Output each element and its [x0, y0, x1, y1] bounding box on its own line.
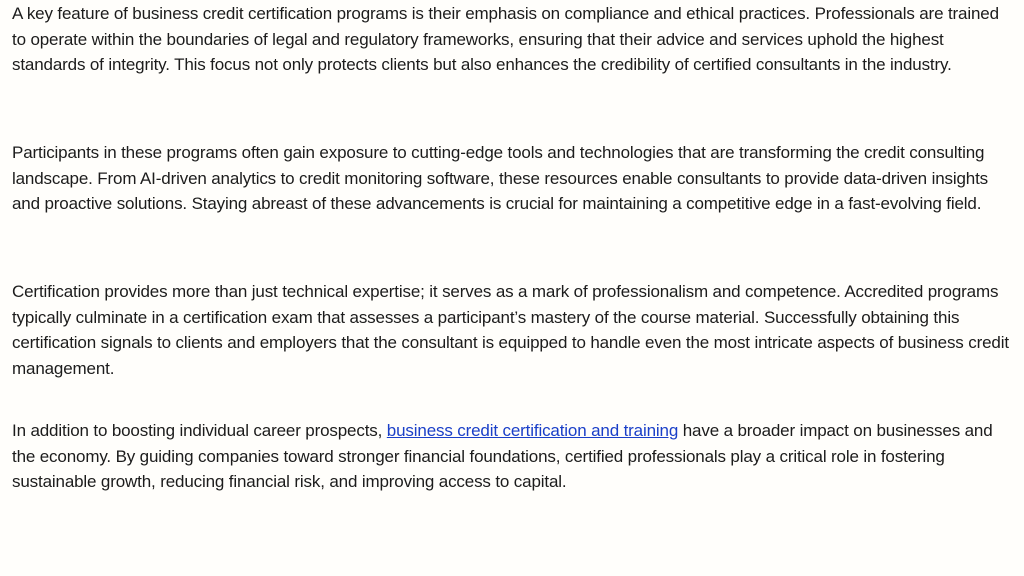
- paragraph-certification-professionalism: Certification provides more than just technical expertise; it serves as a mark of professionalism and competence. Accredited programs typically culminate in a certification exam that assesses a participant’s mastery of the course material. Successfully obtaining this certification signals to clients and employers that the consultant is equipped to handle even the most intricate aspects of business credit management.: [12, 282, 1009, 378]
- paragraph-text-before-link: In addition to boosting individual career prospects,: [12, 421, 387, 440]
- paragraph-tools-technologies: Participants in these programs often gain exposure to cutting-edge tools and technologies that are transforming the credit consulting landscape. From AI-driven analytics to credit monitoring software, these resources enable consultants to provide data-driven insights and proactive solutions. Staying abreast of these advancements is crucial for maintaining a competitive edge in a fast-evolving field.: [12, 143, 989, 213]
- paragraph-compliance-ethics: A key feature of business credit certification programs is their emphasis on compliance and ethical practices. Professionals are trained to operate within the boundaries of legal and regulatory frameworks, ensuring that their advice and services uphold the highest standards of integrity. This focus not only protects clients but also enhances the credibility of certified consultants in the industry.: [12, 4, 999, 74]
- certification-training-link[interactable]: business credit certification and training: [386, 421, 679, 440]
- paragraph-broader-impact: [12, 418, 1016, 495]
- paragraph-text-after-link: have a broader impact on businesses and the economy. By guiding companies toward stronger financial foundations, certified professionals play a critical role in fostering sustainable growth, reducing financial risk, and improving access to capital.: [12, 421, 993, 491]
